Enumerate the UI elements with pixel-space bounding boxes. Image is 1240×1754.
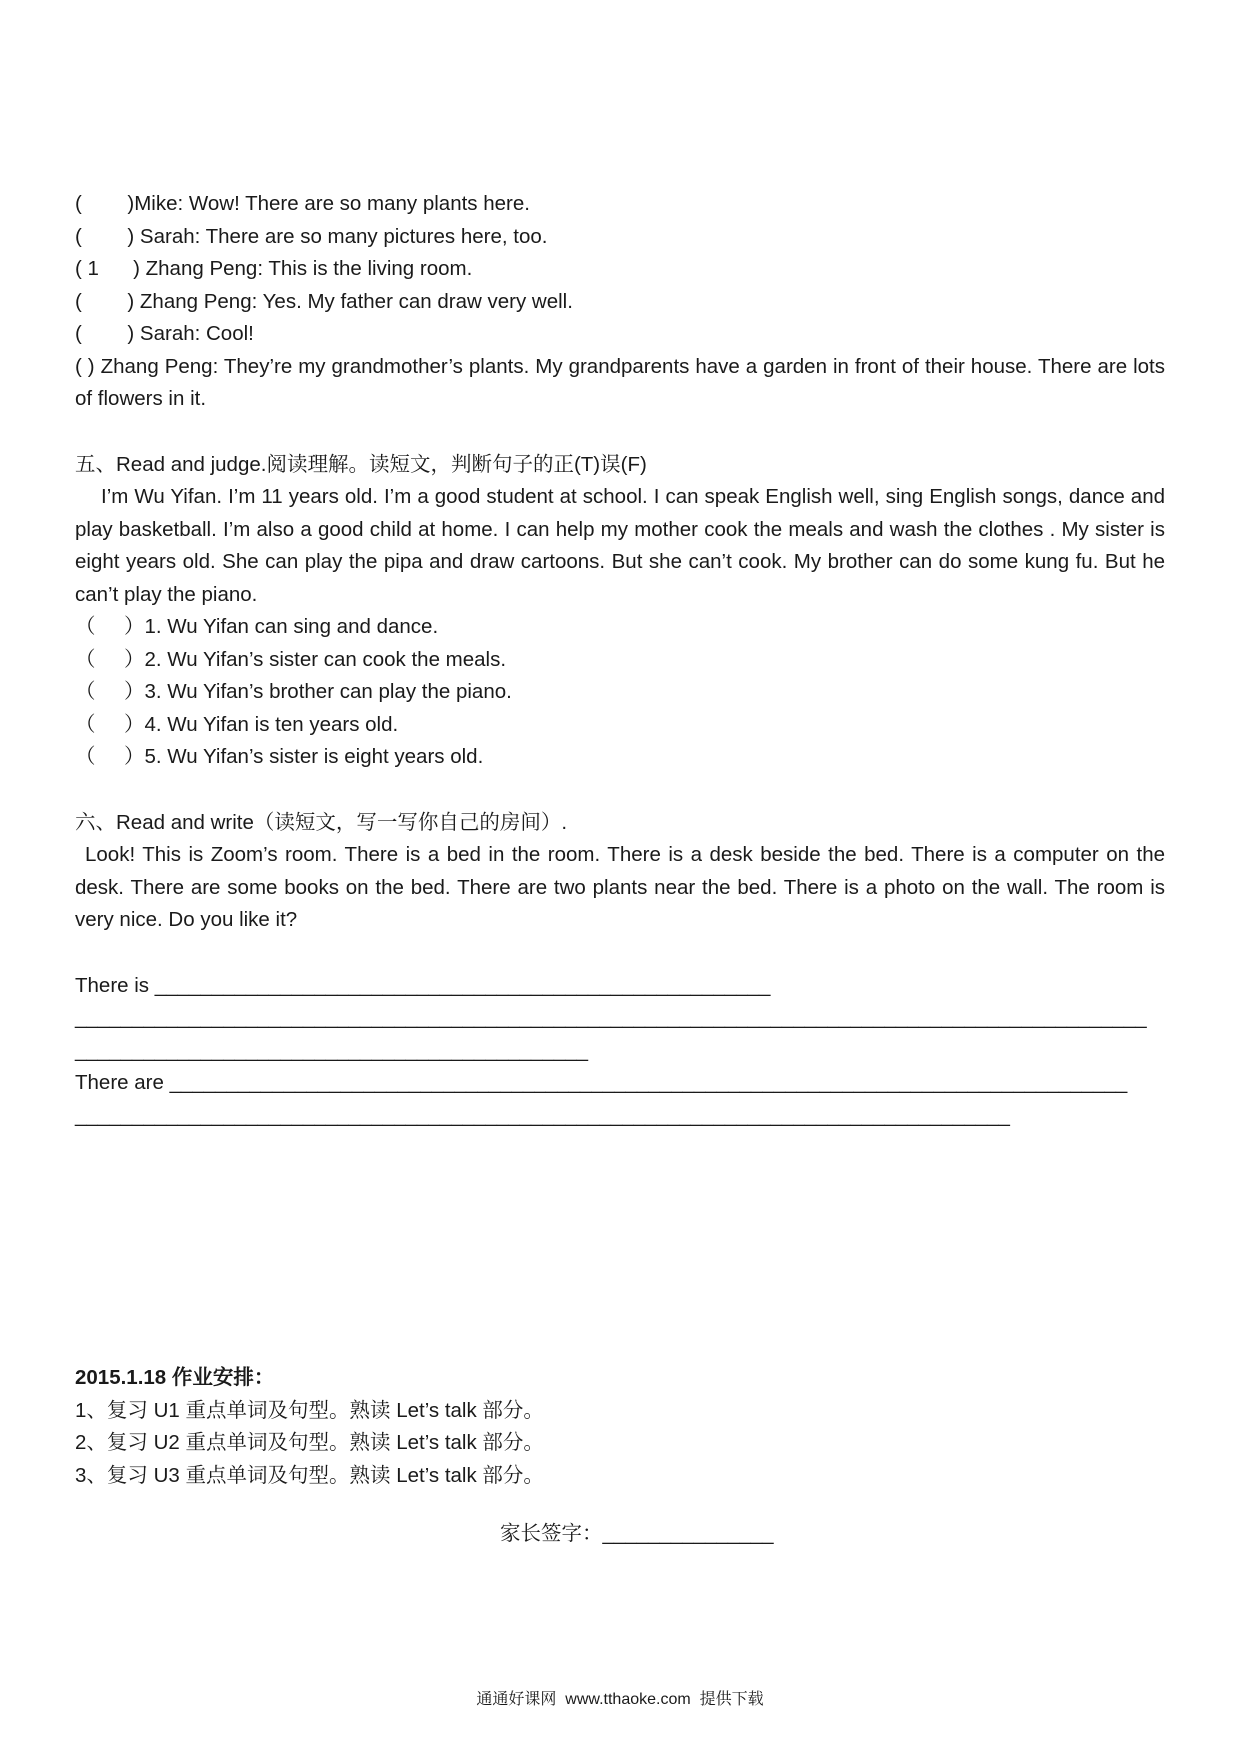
spacer bbox=[75, 937, 1165, 970]
writing-line-there-is[interactable]: There is ______________________________________________________ bbox=[75, 973, 771, 997]
dialogue-item-2: ( ) Sarah: There are so many pictures here, too. bbox=[75, 224, 548, 248]
homework-title: 2015.1.18 作业安排： bbox=[75, 1366, 275, 1389]
homework-item-1: 1、复习 U1 重点单词及句型。熟读 Let’s talk 部分。 bbox=[75, 1398, 544, 1422]
section6-passage: Look! This is Zoom’s room. There is a bed in the room. There is a desk beside the bed. There is a computer on the desk. There are some books on the bed. There are two plants near the bed. There is a photo on the wall. The room is very nice. Do you like it? bbox=[75, 843, 1165, 931]
dialogue-item-4: ( ) Zhang Peng: Yes. My father can draw very well. bbox=[75, 289, 573, 313]
dialogue-item-5: ( ) Sarah: Cool! bbox=[75, 322, 254, 345]
dialogue-item-1: ( )Mike: Wow! There are so many plants here. bbox=[75, 192, 530, 215]
judge-item-5: （ ）5. Wu Yifan’s sister is eight years old. bbox=[75, 745, 484, 768]
section6-heading: 六、Read and write（读短文，写一写你自己的房间）. bbox=[75, 810, 568, 834]
dialogue-item-6: ( ) Zhang Peng: They’re my grandmother’s plants. My grandparents have a garden in front of their house. There are lots of flowers in it. bbox=[75, 354, 1165, 410]
page-footer: 通通好课网 www.tthaoke.com 提供下载 bbox=[476, 1691, 764, 1708]
judge-item-1: （ ）1. Wu Yifan can sing and dance. bbox=[75, 615, 439, 638]
spacer bbox=[75, 416, 1165, 449]
writing-line-3[interactable]: _____________________________________________ bbox=[75, 1038, 589, 1062]
judge-item-2: （ ）2. Wu Yifan’s sister can cook the meals. bbox=[75, 647, 507, 671]
homework-item-3: 3、复习 U3 重点单词及句型。熟读 Let’s talk 部分。 bbox=[75, 1463, 544, 1487]
homework-item-2: 2、复习 U2 重点单词及句型。熟读 Let’s talk 部分。 bbox=[75, 1431, 544, 1454]
section5-heading: 五、Read and judge.阅读理解。读短文，判断句子的正(T)误(F) bbox=[75, 452, 647, 476]
writing-line-5[interactable]: __________________________________________________________________________________ bbox=[75, 1103, 1010, 1127]
judge-item-4: （ ）4. Wu Yifan is ten years old. bbox=[75, 712, 399, 736]
section5-passage: I’m Wu Yifan. I’m 11 years old. I’m a good student at school. I can speak English well, sing English songs, dance and play basketball. I’m also a good child at home. I can help my mother cook the meals and wash the clothes . My sister is eight years old. She can play the pipa and draw cartoons. But she can’t cook. My brother can do some kung fu. But he can’t play the piano. bbox=[75, 485, 1165, 606]
dialogue-item-3: ( 1 ) Zhang Peng: This is the living room. bbox=[75, 257, 473, 280]
spacer bbox=[75, 774, 1165, 807]
spacer bbox=[75, 1132, 1165, 1362]
writing-line-2[interactable]: ______________________________________________________________________________________________ bbox=[75, 1006, 1147, 1029]
judge-item-3: （ ）3. Wu Yifan’s brother can play the piano. bbox=[75, 680, 512, 703]
parent-signature-line[interactable]: 家长签字：_______________ bbox=[500, 1522, 774, 1545]
writing-line-there-are[interactable]: There are ____________________________________________________________________________________ bbox=[75, 1071, 1128, 1094]
worksheet-page bbox=[75, 188, 1165, 1492]
